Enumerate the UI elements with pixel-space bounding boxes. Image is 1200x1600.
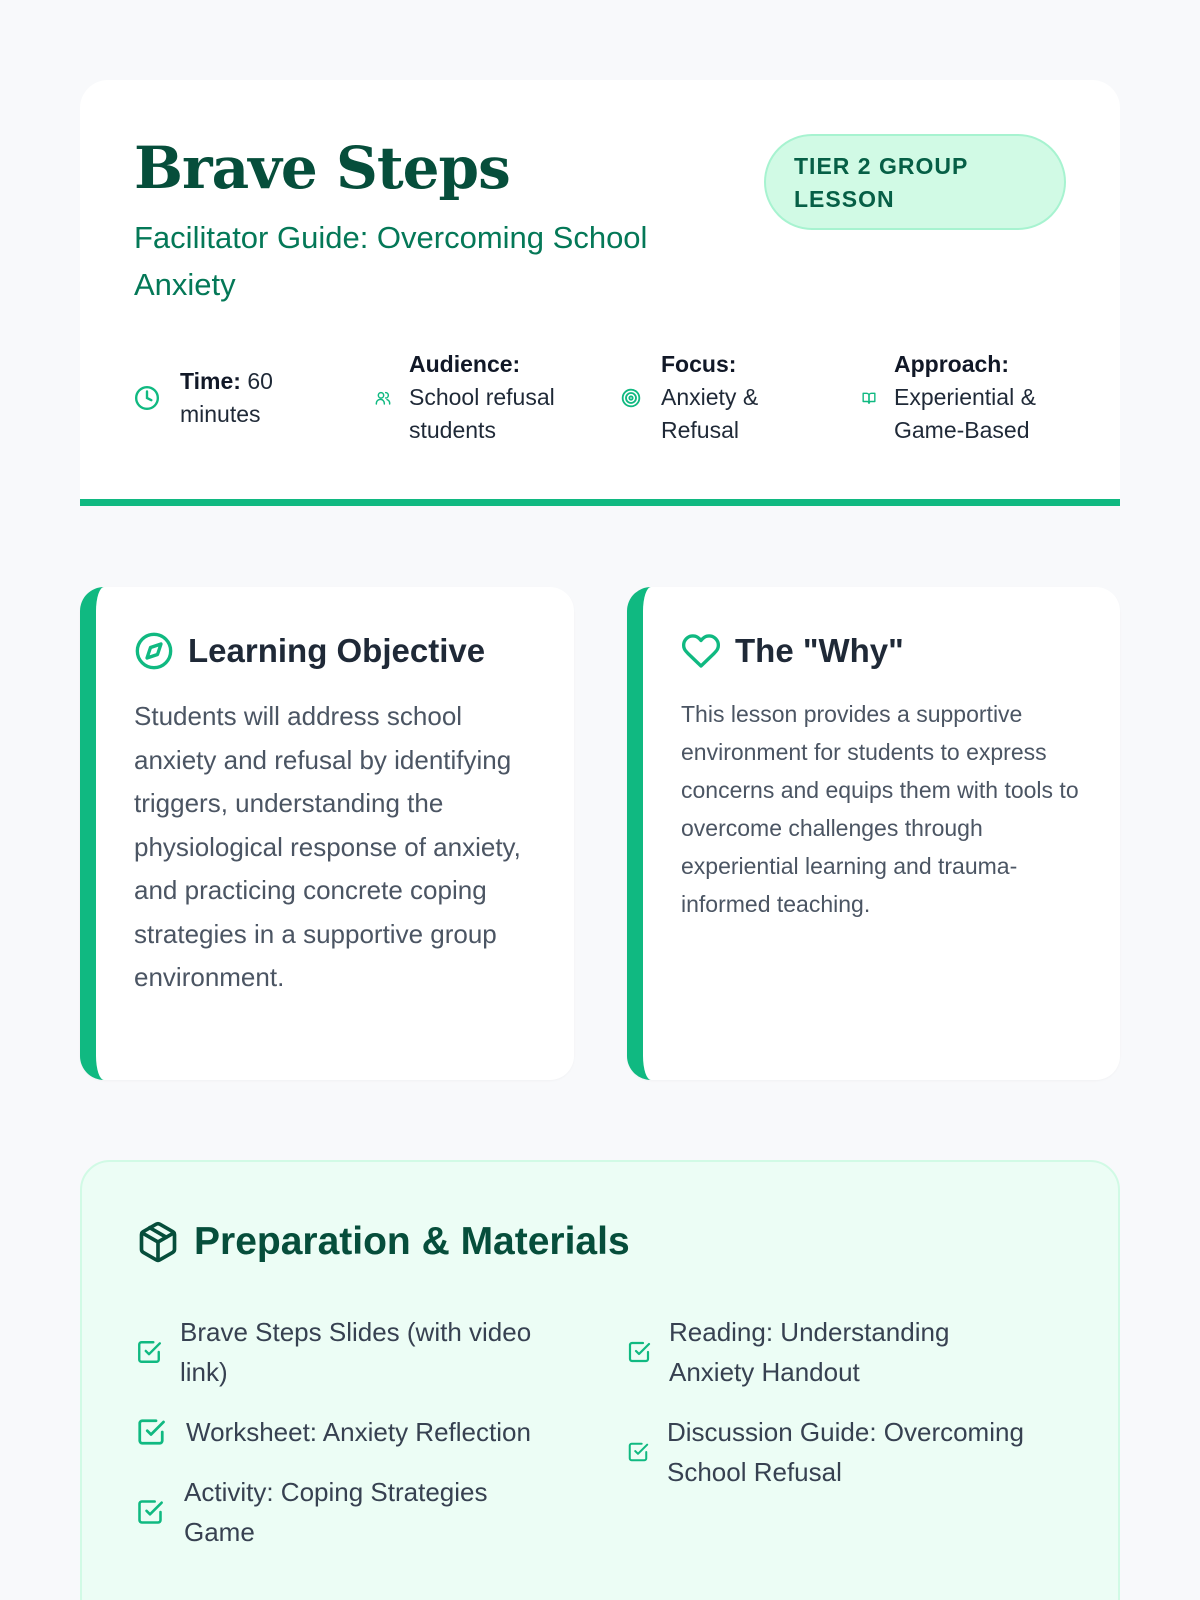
material-item-label: Activity: Coping Strategies Game bbox=[184, 1477, 488, 1547]
materials-header bbox=[136, 1220, 630, 1264]
materials-card bbox=[80, 1160, 1120, 1600]
why-card bbox=[627, 587, 1120, 1080]
compass-icon bbox=[134, 631, 174, 671]
page-title: Brave Steps bbox=[134, 134, 510, 202]
target-icon bbox=[621, 388, 641, 408]
checkbox-checked-icon bbox=[627, 1340, 651, 1364]
why-text: This lesson provides a supportive environment for students to express concerns and equips them with tools to overcome challenges through experiential learning and trauma-informed teaching. bbox=[681, 701, 1079, 917]
package-icon bbox=[136, 1220, 180, 1264]
heart-icon bbox=[681, 631, 721, 671]
why-title: The "Why" bbox=[735, 632, 904, 669]
material-item-label: Brave Steps Slides (with video link) bbox=[180, 1317, 532, 1387]
checkbox-checked-icon bbox=[627, 1441, 649, 1463]
material-item bbox=[136, 1472, 556, 1552]
material-item-label: Worksheet: Anxiety Reflection bbox=[186, 1417, 531, 1447]
meta-time-label: Time: bbox=[180, 368, 241, 394]
meta-focus-label: Focus: bbox=[661, 351, 737, 377]
book-open-icon bbox=[862, 391, 876, 405]
checkbox-checked-icon bbox=[136, 1417, 166, 1447]
material-item-label: Reading: Understanding Anxiety Handout bbox=[669, 1317, 950, 1387]
meta-audience-value: School refusal students bbox=[409, 384, 555, 443]
materials-title: Preparation & Materials bbox=[194, 1220, 630, 1263]
meta-approach-label: Approach: bbox=[894, 351, 1009, 377]
meta-audience bbox=[375, 348, 579, 447]
material-item bbox=[627, 1412, 1067, 1492]
learning-objective-title: Learning Objective bbox=[188, 632, 486, 669]
clock-icon bbox=[134, 385, 160, 411]
meta-approach-value: Experiential & Game-Based bbox=[894, 384, 1036, 443]
checkbox-checked-icon bbox=[136, 1498, 164, 1526]
material-item bbox=[627, 1312, 1027, 1392]
material-item-label: Discussion Guide: Overcoming School Refusal bbox=[667, 1417, 1024, 1487]
material-item bbox=[136, 1412, 576, 1452]
checkbox-checked-icon bbox=[136, 1339, 162, 1365]
why-header bbox=[681, 631, 904, 671]
material-item bbox=[136, 1312, 536, 1392]
learning-objective-text: Students will address school anxiety and refusal by identifying triggers, understanding the physiological response of anxiety, and practicing concrete coping strategies in a supportive group environment. bbox=[134, 701, 521, 992]
learning-objective-header bbox=[134, 631, 485, 671]
page-subtitle: Facilitator Guide: Overcoming School Anxiety bbox=[134, 220, 648, 302]
meta-focus-value: Anxiety & Refusal bbox=[661, 384, 759, 443]
learning-objective-card bbox=[80, 587, 574, 1080]
users-icon bbox=[375, 390, 391, 406]
meta-time bbox=[134, 365, 320, 431]
meta-approach bbox=[862, 348, 1064, 447]
meta-audience-label: Audience: bbox=[409, 351, 521, 377]
header-card bbox=[80, 80, 1120, 506]
tier-badge: TIER 2 GROUP LESSON bbox=[764, 134, 1066, 230]
meta-focus bbox=[621, 348, 781, 447]
meta-time-value: 60 minutes bbox=[180, 368, 273, 427]
